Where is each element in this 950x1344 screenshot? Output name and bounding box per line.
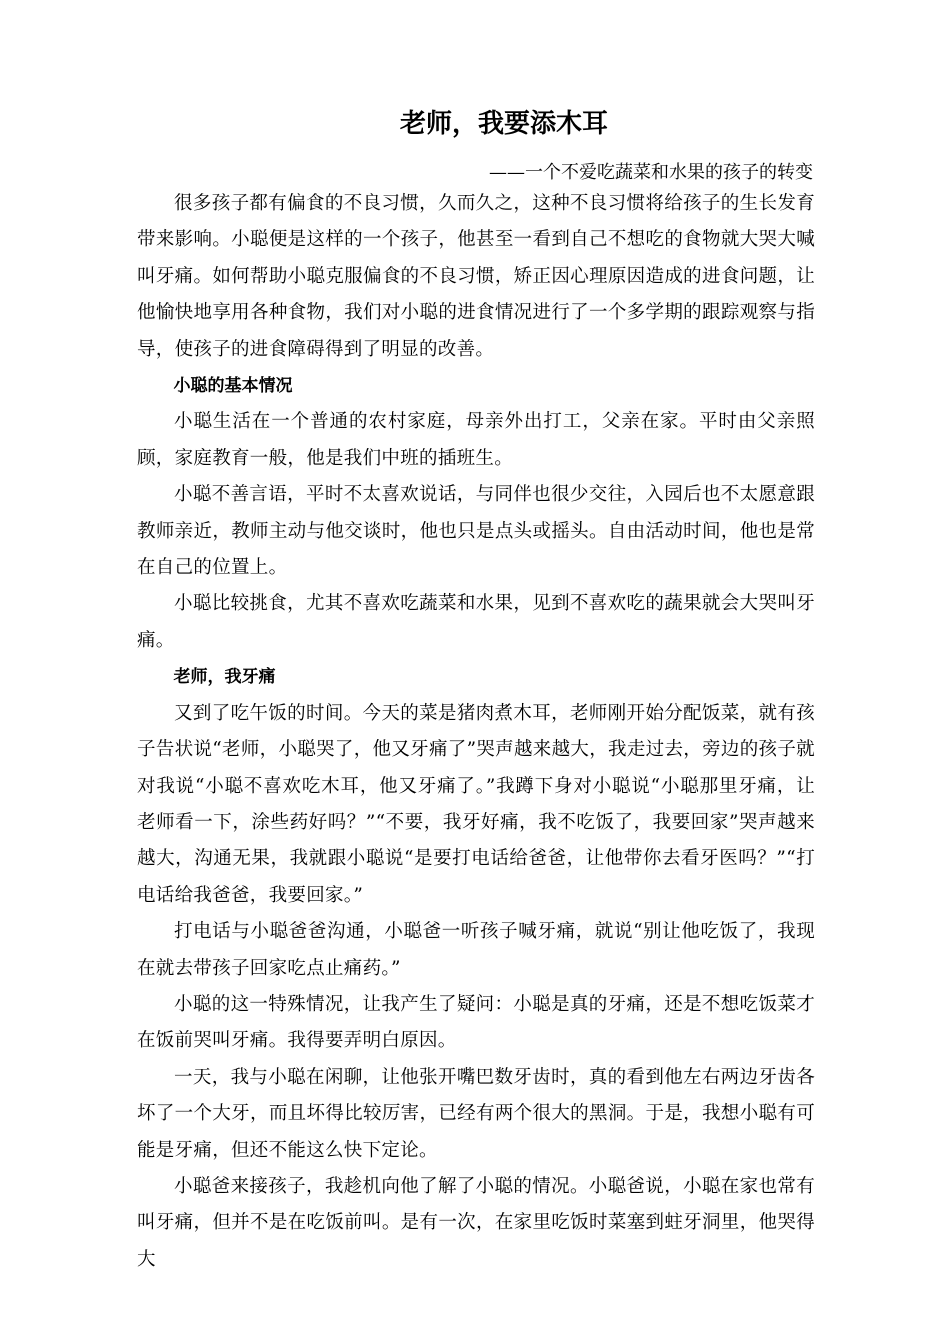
document-page (137, 106, 815, 1278)
body-paragraph: 小聪不善言语，平时不太喜欢说话，与同伴也很少交往，入园后也不太愿意跟教师亲近，教师主动与他交谈时，他也只是点头或摇头。自由活动时间，他也是常在自己的位置上。 (137, 484, 815, 579)
body-paragraph: 一天，我与小聪在闲聊，让他张开嘴巴数牙齿时，真的看到他左右两边牙齿各坏了一个大牙，而且坏得比较厉害，已经有两个很大的黑洞。于是，我想小聪有可能是牙痛，但还不能这么快下定论。 (137, 1066, 815, 1161)
intro-paragraph: 很多孩子都有偏食的不良习惯，久而久之，这种不良习惯将给孩子的生长发育带来影响。小聪便是这样的一个孩子，他甚至一看到自己不想吃的食物就大哭大喊叫牙痛。如何帮助小聪克服偏食的不良习惯，矫正因心理原因造成的进食问题，让他愉快地享用各种食物，我们对小聪的进食情况进行了一个多学期的跟踪观察与指导，使孩子的进食障碍得到了明显的改善。 (137, 193, 815, 360)
body-paragraph: 又到了吃午饭的时间。今天的菜是猪肉煮木耳，老师刚开始分配饭菜，就有孩子告状说“老师，小聪哭了，他又牙痛了”哭声越来越大，我走过去，旁边的孩子就对我说“小聪不喜欢吃木耳，他又牙痛了。”我蹲下身对小聪说“小聪那里牙痛，让老师看一下，涂些药好吗？”“不要，我牙好痛，我不吃饭了，我要回家”哭声越来越大，沟通无果，我就跟小聪说“是要打电话给爸爸，让他带你去看牙医吗？”“打电话给我爸爸，我要回家。” (137, 702, 815, 906)
body-paragraph: 打电话与小聪爸爸沟通，小聪爸一听孩子喊牙痛，就说“别让他吃饭了，我现在就去带孩子回家吃点止痛药。” (137, 921, 815, 979)
section-heading-toothache: 老师，我牙痛 (173, 667, 276, 688)
body-paragraph: 小聪爸来接孩子，我趁机向他了解了小聪的情况。小聪爸说，小聪在家也常有叫牙痛，但并不是在吃饭前叫。是有一次，在家里吃饭时菜塞到蛀牙洞里，他哭得大 (137, 1175, 815, 1270)
body-paragraph: 小聪生活在一个普通的农村家庭，母亲外出打工，父亲在家。平时由父亲照顾，家庭教育一般，他是我们中班的插班生。 (137, 411, 815, 469)
body-paragraph: 小聪的这一特殊情况，让我产生了疑问：小聪是真的牙痛，还是不想吃饭菜才在饭前哭叫牙痛。我得要弄明白原因。 (137, 993, 815, 1052)
document-title: 老师，我要添木耳 (399, 109, 608, 139)
document-subtitle: ——一个不爱吃蔬菜和水果的孩子的转变 (489, 162, 813, 183)
body-paragraph: 小聪比较挑食，尤其不喜欢吃蔬菜和水果，见到不喜欢吃的蔬果就会大哭叫牙痛。 (137, 593, 815, 651)
section-heading-basic-info: 小聪的基本情况 (173, 376, 293, 397)
